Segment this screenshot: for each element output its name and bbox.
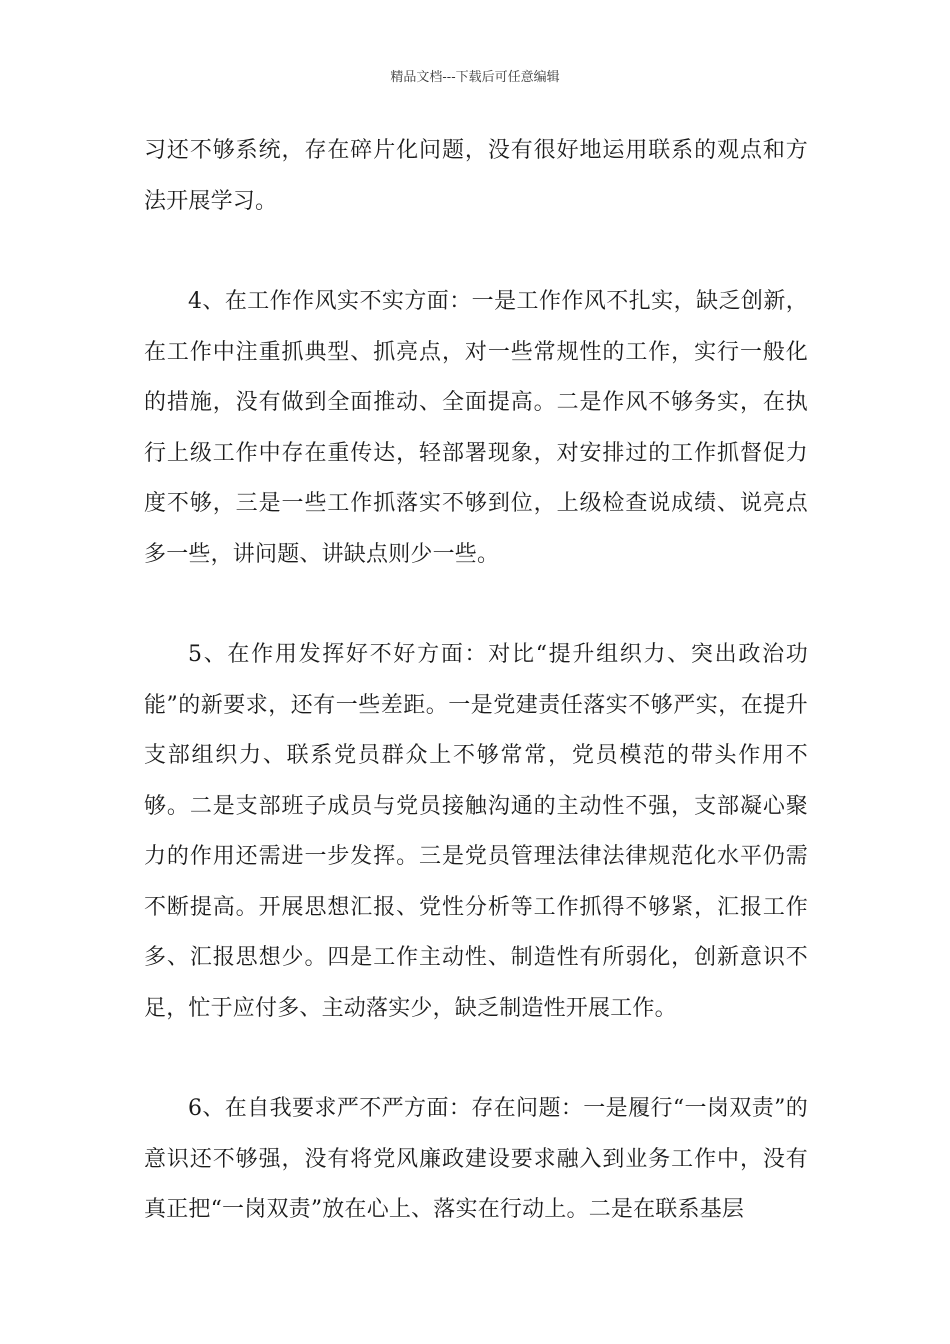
paragraph-gap <box>144 580 808 630</box>
paragraph-gap <box>144 227 808 277</box>
paragraph-gap <box>144 1034 808 1084</box>
paragraph-role-performance: 5、在作用发挥好不好方面：对比“提升组织力、突出政治功能”的新要求，还有一些差距。一是党建责任落实不够严实，在提升支部组织力、联系党员群众上不够常常，党员模范的带头作用不够。二是支部班子成员与党员接触沟通的主动性不强，支部凝心聚力的作用还需进一步发挥。三是党员管理法律法律规范化水平仍需不断提高。开展思想汇报、党性分析等工作抓得不够紧，汇报工作多、汇报思想少。四是工作主动性、制造性有所弱化，创新意识不足，忙于应付多、主动落实少，缺乏制造性开展工作。 <box>144 642 808 1021</box>
page-header: 精品文档---下载后可任意编辑 <box>390 70 560 85</box>
document-body <box>144 126 808 1236</box>
paragraph-self-discipline: 6、在自我要求严不严方面：存在问题：一是履行“一岗双责”的意识还不够强，没有将党风廉政建设要求融入到业务工作中，没有真正把“一岗双责”放在心上、落实在行动上。二是在联系基层 <box>144 1096 808 1222</box>
paragraph-work-style: 4、在工作作风实不实方面：一是工作作风不扎实，缺乏创新，在工作中注重抓典型、抓亮点，对一些常规性的工作，实行一般化的措施，没有做到全面推动、全面提高。二是作风不够务实，在执行上级工作中存在重传达，轻部署现象，对安排过的工作抓督促力度不够，三是一些工作抓落实不够到位，上级检查说成绩、说亮点多一些，讲问题、讲缺点则少一些。 <box>144 289 808 567</box>
paragraph-continuation: 习还不够系统，存在碎片化问题，没有很好地运用联系的观点和方法开展学习。 <box>144 138 808 214</box>
